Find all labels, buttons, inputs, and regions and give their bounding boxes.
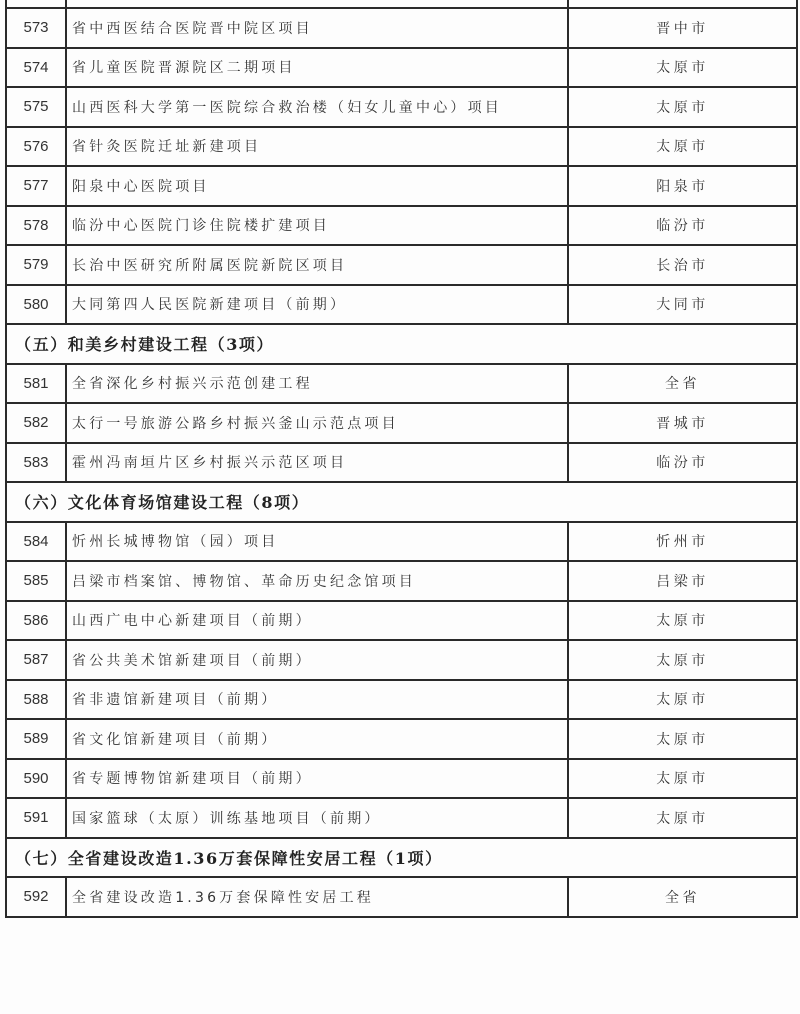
table-row bbox=[6, 364, 797, 404]
table-row bbox=[6, 640, 797, 680]
table-row bbox=[6, 443, 797, 483]
project-name: 全省深化乡村振兴示范创建工程 bbox=[66, 364, 568, 404]
row-number: 584 bbox=[6, 522, 66, 562]
project-city: 太原市 bbox=[568, 759, 797, 799]
project-city: 太原市 bbox=[568, 48, 797, 88]
row-number: 582 bbox=[6, 403, 66, 443]
row-number: 592 bbox=[6, 877, 66, 917]
project-name: 省针灸医院迁址新建项目 bbox=[66, 127, 568, 167]
project-city: 太原市 bbox=[568, 680, 797, 720]
row-number: 573 bbox=[6, 8, 66, 48]
row-number: 575 bbox=[6, 87, 66, 127]
table-row bbox=[6, 206, 797, 246]
row-number: 581 bbox=[6, 364, 66, 404]
table-row bbox=[6, 48, 797, 88]
section-title: （六）文化体育场馆建设工程（8项） bbox=[6, 482, 797, 522]
project-city: 晋城市 bbox=[568, 403, 797, 443]
table-row bbox=[6, 798, 797, 838]
row-number: 589 bbox=[6, 719, 66, 759]
project-name: 省非遗馆新建项目（前期） bbox=[66, 680, 568, 720]
project-name: 省专题博物馆新建项目（前期） bbox=[66, 759, 568, 799]
table-row bbox=[6, 87, 797, 127]
project-city: 太原市 bbox=[568, 719, 797, 759]
row-number: 585 bbox=[6, 561, 66, 601]
section-header-row bbox=[6, 838, 797, 878]
section-title: （七）全省建设改造1.36万套保障性安居工程（1项） bbox=[6, 838, 797, 878]
project-name: 山西医科大学第一医院综合救治楼（妇女儿童中心）项目 bbox=[66, 87, 568, 127]
row-number: 591 bbox=[6, 798, 66, 838]
table-row bbox=[6, 403, 797, 443]
row-number: 586 bbox=[6, 601, 66, 641]
table-row bbox=[6, 719, 797, 759]
table-row bbox=[6, 285, 797, 325]
project-name: 省文化馆新建项目（前期） bbox=[66, 719, 568, 759]
project-name: 省公共美术馆新建项目（前期） bbox=[66, 640, 568, 680]
project-name: 太行一号旅游公路乡村振兴釜山示范点项目 bbox=[66, 403, 568, 443]
project-name: 山西广电中心新建项目（前期） bbox=[66, 601, 568, 641]
project-name: 长治中医研究所附属医院新院区项目 bbox=[66, 245, 568, 285]
section-header-row bbox=[6, 482, 797, 522]
table-row bbox=[6, 0, 797, 8]
project-name: 临汾中心医院门诊住院楼扩建项目 bbox=[66, 206, 568, 246]
project-name: 大同第四人民医院新建项目（前期） bbox=[66, 285, 568, 325]
table-row bbox=[6, 561, 797, 601]
row-number: 583 bbox=[6, 443, 66, 483]
project-city: 太原市 bbox=[568, 601, 797, 641]
table-row bbox=[6, 680, 797, 720]
row-number bbox=[6, 0, 66, 8]
row-number: 579 bbox=[6, 245, 66, 285]
project-name: 阳泉中心医院项目 bbox=[66, 166, 568, 206]
project-name: 全省建设改造1.36万套保障性安居工程 bbox=[66, 877, 568, 917]
section-header-row bbox=[6, 324, 797, 364]
project-name: 省儿童医院晋源院区二期项目 bbox=[66, 48, 568, 88]
table-row bbox=[6, 127, 797, 167]
table-row bbox=[6, 601, 797, 641]
table-row bbox=[6, 166, 797, 206]
project-name: 忻州长城博物馆（园）项目 bbox=[66, 522, 568, 562]
row-number: 580 bbox=[6, 285, 66, 325]
table-row bbox=[6, 759, 797, 799]
table-row bbox=[6, 245, 797, 285]
project-city: 太原市 bbox=[568, 87, 797, 127]
project-city bbox=[568, 0, 797, 8]
project-city: 阳泉市 bbox=[568, 166, 797, 206]
table-row bbox=[6, 522, 797, 562]
project-city: 太原市 bbox=[568, 127, 797, 167]
row-number: 574 bbox=[6, 48, 66, 88]
project-table bbox=[5, 0, 798, 918]
project-city: 临汾市 bbox=[568, 443, 797, 483]
project-city: 长治市 bbox=[568, 245, 797, 285]
project-city: 太原市 bbox=[568, 798, 797, 838]
project-city: 吕梁市 bbox=[568, 561, 797, 601]
project-city: 全省 bbox=[568, 877, 797, 917]
project-city: 全省 bbox=[568, 364, 797, 404]
project-city: 忻州市 bbox=[568, 522, 797, 562]
project-city: 临汾市 bbox=[568, 206, 797, 246]
row-number: 590 bbox=[6, 759, 66, 799]
project-city: 大同市 bbox=[568, 285, 797, 325]
project-city: 晋中市 bbox=[568, 8, 797, 48]
project-name: 国家篮球（太原）训练基地项目（前期） bbox=[66, 798, 568, 838]
table-row bbox=[6, 8, 797, 48]
project-name bbox=[66, 0, 568, 8]
project-city: 太原市 bbox=[568, 640, 797, 680]
row-number: 577 bbox=[6, 166, 66, 206]
row-number: 576 bbox=[6, 127, 66, 167]
project-name: 霍州冯南垣片区乡村振兴示范区项目 bbox=[66, 443, 568, 483]
section-title: （五）和美乡村建设工程（3项） bbox=[6, 324, 797, 364]
table-row bbox=[6, 877, 797, 917]
project-name: 吕梁市档案馆、博物馆、革命历史纪念馆项目 bbox=[66, 561, 568, 601]
row-number: 578 bbox=[6, 206, 66, 246]
project-name: 省中西医结合医院晋中院区项目 bbox=[66, 8, 568, 48]
row-number: 587 bbox=[6, 640, 66, 680]
row-number: 588 bbox=[6, 680, 66, 720]
